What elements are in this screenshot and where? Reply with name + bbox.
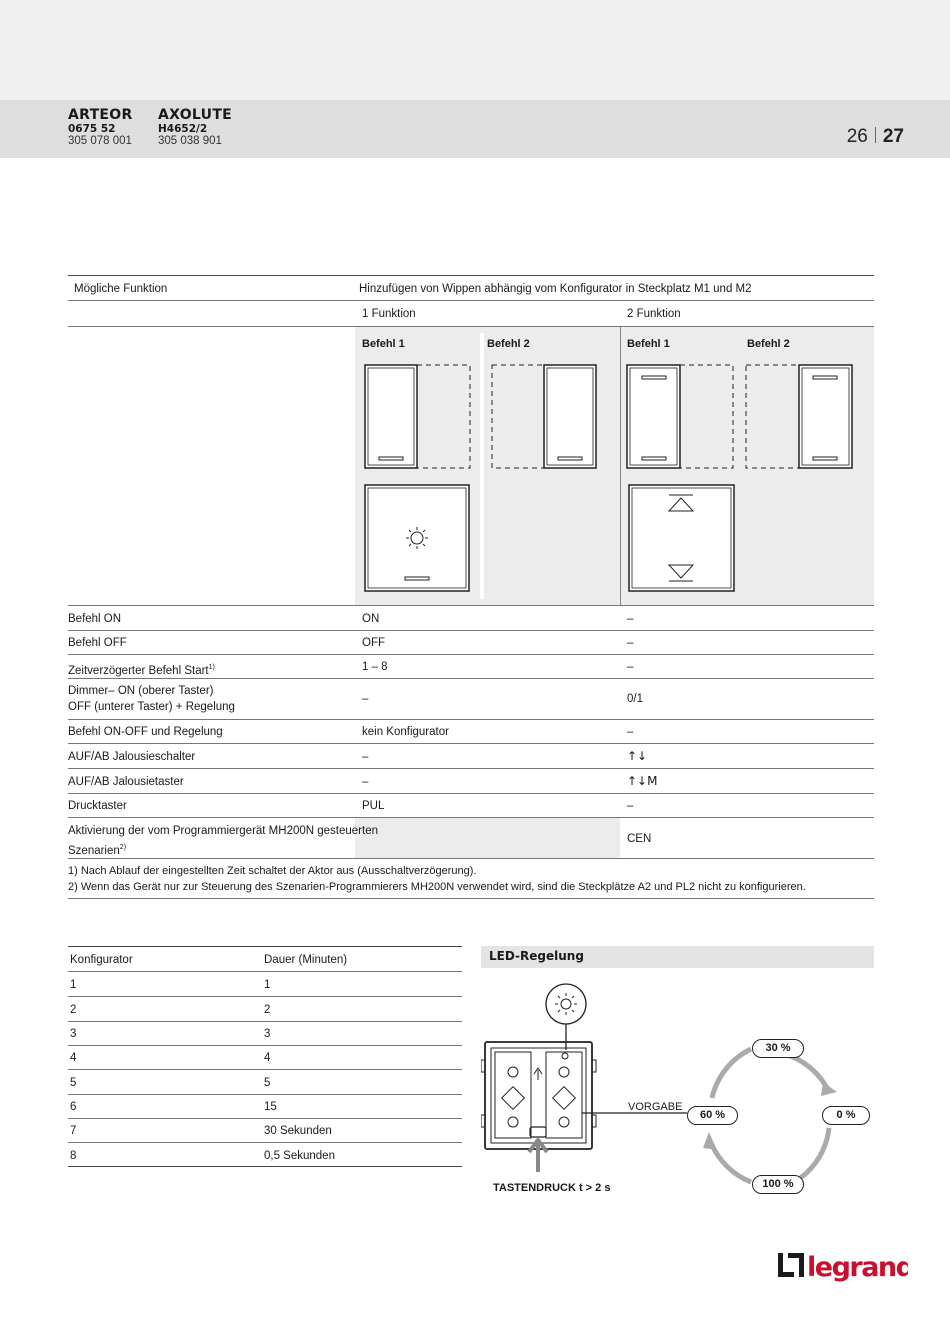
head-2-function: 2 Funktion [627, 308, 681, 320]
konfig-rule [68, 971, 462, 972]
table-rule [68, 654, 874, 655]
table-rule [68, 858, 874, 859]
row-label: Dimmer– ON (oberer Taster) [68, 685, 214, 697]
led-diagram [481, 980, 874, 1200]
row-value-2: – [627, 661, 634, 673]
tastendruck-label: TASTENDRUCK t > 2 s [493, 1182, 611, 1194]
row-value-2: ↑↓ [627, 749, 648, 763]
footnote-ref: 2) [119, 844, 127, 851]
row-value-1: – [362, 776, 369, 788]
konfig-cell: 1 [70, 979, 77, 991]
konfig-cell: 7 [70, 1125, 77, 1137]
row-value-1: PUL [362, 800, 385, 812]
level-100: 100 % [752, 1175, 804, 1194]
konfig-rule [68, 1094, 462, 1095]
row-label: Befehl ON-OFF und Regelung [68, 726, 223, 738]
konfig-cell: 15 [264, 1101, 277, 1113]
table-rule [68, 605, 874, 606]
konfig-cell: 1 [264, 979, 271, 991]
shutter-rocker-icon [629, 485, 734, 591]
row-label: Befehl OFF [68, 637, 127, 649]
empty-cell [355, 818, 620, 858]
row-label-line2 [68, 840, 126, 859]
command-label: Befehl 1 [627, 338, 670, 350]
table-rule [68, 300, 874, 301]
rocker-double-right-icon [746, 365, 852, 468]
product-code: 0675 52 [68, 123, 116, 136]
led-title: LED-Regelung [489, 949, 584, 963]
row-value-1: 1 – 8 [362, 661, 388, 673]
head-possible-function: Mögliche Funktion [74, 283, 168, 295]
konfig-rule [68, 1118, 462, 1119]
table-rule [68, 768, 874, 769]
konfig-rule [68, 1021, 462, 1022]
konfig-cell: 6 [70, 1101, 77, 1113]
command-label: Befehl 1 [362, 338, 405, 350]
page-left: 26 [846, 126, 868, 147]
product-code: H4652/2 [158, 123, 208, 136]
row-value-2: – [627, 726, 634, 738]
row-value-2: – [627, 613, 634, 625]
page-header [0, 100, 950, 158]
rocker-left-icon [365, 365, 470, 468]
row-value-2: ↑↓M [627, 774, 658, 788]
led-section-title [481, 946, 874, 968]
table-rule [68, 275, 874, 276]
row-label [68, 660, 215, 679]
table-rule [68, 678, 874, 679]
row-value-1: ON [362, 613, 380, 625]
row-label-text: Zeitverzögerter Befehl Start [68, 664, 209, 677]
page-right: 27 [882, 126, 904, 147]
page-number [847, 126, 904, 148]
head-1-function: 1 Funktion [362, 308, 416, 320]
head-add-rockers: Hinzufügen von Wippen abhängig vom Konfigurator in Steckplatz M1 und M2 [359, 283, 752, 295]
konfig-rule [68, 1166, 462, 1167]
footnote-2: 2) Wenn das Gerät nur zur Steuerung des Szenarien-Programmierers MH200N verwendet wird, sind die Steckplätze A2 und PL2 nicht zu konfigurieren. [68, 881, 806, 893]
table-rule [68, 719, 874, 720]
konfig-cell: 8 [70, 1150, 77, 1162]
table-rule [68, 743, 874, 744]
row-value-1: OFF [362, 637, 385, 649]
row-value-1: – [362, 693, 369, 705]
konfig-cell: 5 [70, 1077, 77, 1089]
konfig-header: Konfigurator [70, 954, 133, 966]
level-0: 0 % [822, 1106, 870, 1125]
row-label-line2: OFF (unterer Taster) + Regelung [68, 701, 235, 713]
press-arrow-icon [529, 1140, 547, 1172]
konfig-cell: 5 [264, 1077, 271, 1089]
article-number: 305 038 901 [158, 135, 222, 148]
row-label: AUF/AB Jalousietaster [68, 776, 184, 788]
konfig-cell: 4 [264, 1052, 271, 1064]
light-icon [546, 984, 586, 1024]
konfig-cell: 3 [70, 1028, 77, 1040]
header-arteor [68, 107, 133, 148]
footnote-1: 1) Nach Ablauf der eingestellten Zeit schaltet der Aktor aus (Ausschaltverzögerung). [68, 865, 477, 877]
row-label-text: Szenarien [68, 844, 120, 857]
row-value-2: 0/1 [627, 693, 643, 705]
row-label: Befehl ON [68, 613, 122, 625]
konfig-rule [68, 1069, 462, 1070]
konfig-rule [68, 996, 462, 997]
row-label: Aktivierung der vom Programmiergerät MH200N gesteuerten [68, 825, 378, 837]
article-number: 305 078 001 [68, 135, 132, 148]
table-rule [68, 898, 874, 899]
row-value-2: CEN [627, 833, 652, 845]
brand-arteor: ARTEOR [68, 107, 133, 123]
row-value-1: kein Konfigurator [362, 726, 449, 738]
footnote-ref: 1) [208, 664, 215, 671]
brand-axolute: AXOLUTE [158, 107, 233, 123]
konfig-rule [68, 946, 462, 947]
row-value-1: – [362, 751, 369, 763]
svg-text:legrand: legrand [807, 1252, 908, 1283]
konfig-rule [68, 1142, 462, 1143]
command-label: Befehl 2 [747, 338, 790, 350]
legrand-logo-icon [778, 1249, 908, 1283]
table-rule [68, 630, 874, 631]
row-value-2: – [627, 637, 634, 649]
level-30: 30 % [752, 1039, 804, 1058]
konfig-cell: 30 Sekunden [264, 1125, 332, 1137]
rocker-double-left-icon [627, 365, 733, 468]
rocker-right-icon [492, 365, 596, 468]
rocker-diagrams [355, 355, 874, 605]
vorgabe-label: VORGABE [628, 1101, 683, 1113]
row-value-2: – [627, 800, 634, 812]
konfig-cell: 2 [70, 1004, 77, 1016]
row-label: AUF/AB Jalousieschalter [68, 751, 196, 763]
command-label: Befehl 2 [487, 338, 530, 350]
level-60: 60 % [687, 1106, 738, 1125]
konfig-cell: 4 [70, 1052, 77, 1064]
dimmer-rocker-icon [365, 485, 469, 591]
konfig-cell: 2 [264, 1004, 271, 1016]
konfig-rule [68, 1045, 462, 1046]
konfig-cell: 3 [264, 1028, 271, 1040]
row-label: Drucktaster [68, 800, 127, 812]
konfig-cell: 0,5 Sekunden [264, 1150, 335, 1162]
device-module-icon [481, 1042, 596, 1149]
konfig-header: Dauer (Minuten) [264, 954, 348, 966]
top-band [0, 0, 950, 100]
header-axolute [158, 107, 232, 148]
legrand-logo [778, 1249, 908, 1288]
table-rule [68, 793, 874, 794]
